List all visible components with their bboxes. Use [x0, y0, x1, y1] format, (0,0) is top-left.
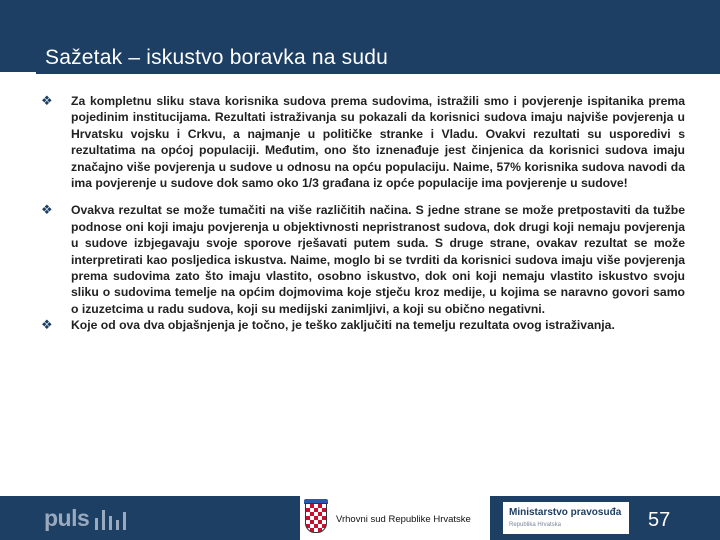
- page-number: 57: [648, 509, 671, 531]
- bar-chart-icon: [95, 508, 130, 530]
- bullet-item: [40, 317, 685, 333]
- slide-title: Sažetak – iskustvo boravka na sudu: [45, 46, 388, 69]
- puls-logo: [44, 506, 130, 530]
- bullet-text: Koje od ova dva objašnjenja je točno, je teško zaključiti na temelju rezultata ovog istraživanja.: [71, 318, 615, 333]
- court-logo-box: [300, 496, 490, 540]
- ministry-subtitle: Republika Hrvatska: [509, 522, 562, 528]
- court-name: Vrhovni sud Republike Hrvatske: [336, 514, 471, 525]
- croatian-coat-of-arms-icon: [305, 503, 327, 533]
- header-divider: [36, 72, 720, 74]
- logo-text: puls: [44, 505, 90, 531]
- ministry-logo: [497, 502, 629, 534]
- bullet-item: [40, 202, 685, 317]
- slide-header: [0, 0, 720, 72]
- bullet-marker-icon: ❖: [41, 202, 53, 218]
- ministry-name: Ministarstvo pravosuđa: [509, 507, 622, 518]
- bullet-marker-icon: ❖: [41, 93, 53, 108]
- bullet-text: Za kompletnu sliku stava korisnika sudova prema sudovima, istražili smo i povjerenje ispitanika prema pojedinim institucijama. Rezultati istraživanja su pokazali da korisnici sudova imaju najviše povjerenja u Hrvatsku vojsku i Crkvu, a najmanje u političke stranke i Vladu. Ovakvi rezultati su usporedivi s rezultatima na općoj populaciji. Međutim, ono što iznenađuje jest činjenica da korisnici sudova imaju značajno više povjerenja u sudove u odnosu na opću populaciju. Naime, 57% korisnika sudova navodi da ima povjerenje u sudove dok samo oko 1/3 građana iz opće populacije ima povjerenje u sudove!: [71, 94, 685, 191]
- bullet-item: [40, 93, 685, 191]
- bullet-marker-icon: ❖: [41, 317, 53, 333]
- bullet-text: Ovakva rezultat se može tumačiti na više različitih načina. S jedne strane se može pretpostaviti da tužbe podnose oni koji imaju povjerenja u objektivnosti nepristranost sudova, dok drugi koji nemaju povjerenja u sudove izbjegavaju svoje sporove rješavati putem suda. S druge strane, ovakav rezultat se može interpretirati kao posljedica iskustva. Naime, moglo bi se tvrditi da korisnici sudova imaju više povjerenja prema sudovima zato što imaju vlastito, osobno iskustvo, dok oni koji nemaju vlastito iskustvo svoju sliku o sudovima temelje na općim dojmovima koje stječu kroz medije, u kojima se naravno govori samo o izuzetcima u radu sudova, koji su medijski zanimljivi, a koji su obično negativni.: [71, 203, 685, 316]
- bullet-list: [40, 93, 685, 334]
- slide-footer: [0, 496, 720, 540]
